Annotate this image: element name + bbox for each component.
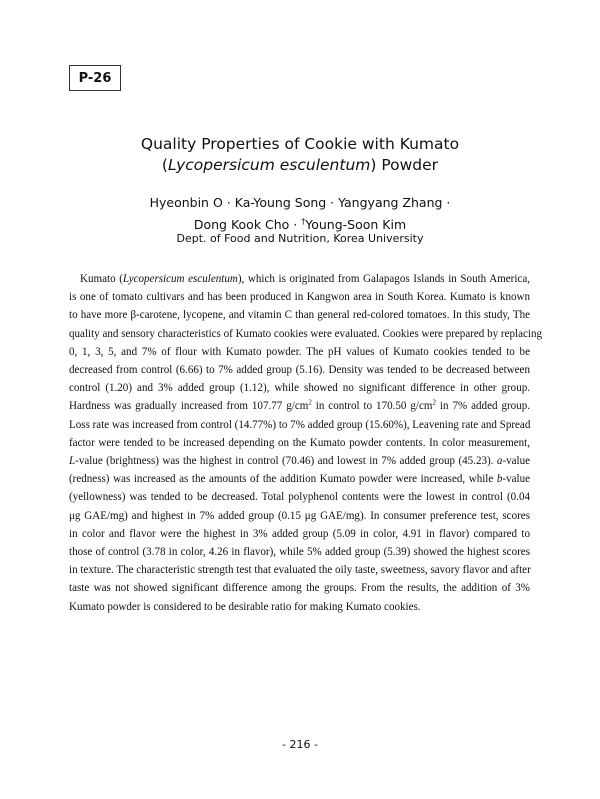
page-number: - 216 -: [282, 738, 318, 751]
authors-line2: Dong Kook Cho · †Young-Soon Kim: [193, 217, 407, 233]
abstract-line: to have more β-carotene, lycopene, and vitamin C than general red-colored tomatoes. In this study, The: [69, 309, 530, 322]
abstract-line: decreased from control (6.66) to 7% added group (5.16). Density was tended to be decreased between: [69, 364, 530, 377]
species-name: Lycopersicum esculentum: [167, 156, 371, 174]
abstract-body: [69, 270, 542, 616]
corresponding-author-mark: †: [301, 217, 306, 226]
abstract-line: (redness) was increased as the amounts of the addition Kumato powder were increased, while b-value: [69, 473, 530, 486]
poster-id-badge: P-26: [69, 65, 121, 91]
abstract-line: in color and flavor were the highest in 3% added group (5.09 in color, 4.91 in flavor) compared to: [69, 527, 530, 540]
abstract-line: in texture. The characteristic strength test that evaluated the oily taste, sweetness, savory flavor and after: [69, 564, 531, 577]
abstract-line: (yellowness) was tended to be decreased. Total polyphenol contents were the lowest in control (0.04: [69, 491, 530, 504]
paper-title-line1: Quality Properties of Cookie with Kumato: [140, 135, 460, 153]
abstract-line: those of control (3.78 in color, 4.26 in flavor), while 5% added group (5.39) showed the highest scores: [69, 546, 530, 559]
paper-title-line2: (Lycopersicum esculentum) Powder: [161, 156, 439, 174]
abstract-line: Hardness was gradually increased from 107.77 $g/cm^2$ in control to 170.50 $g/cm^2$ in 7% added group.: [69, 398, 530, 413]
abstract-line: quality and sensory characteristics of Kumato cookies were evaluated. Cookies were prepared by replacing: [69, 327, 542, 340]
abstract-line: is one of tomato cultivars and has been produced in Kangwon area in South Korea. Kumato is known: [69, 291, 530, 304]
abstract-line: 0, 1, 3, 5, and 7% of flour with Kumato powder. The pH values of Kumato cookies tended to be: [69, 345, 530, 358]
abstract-line: control (1.20) and 3% added group (1.12), while showed no significant difference in other group.: [69, 382, 530, 395]
abstract-line: L-value (brightness) was the highest in control (70.46) and lowest in 7% added group (45.23). a-value: [69, 455, 530, 468]
affiliation: Dept. of Food and Nutrition, Korea University: [176, 232, 424, 245]
abstract-line: taste was not showed significant difference among the groups. From the results, the addition of 3%: [69, 582, 530, 595]
abstract-line: Kumato powder is considered to be desirable ratio for making Kumato cookies.: [69, 600, 421, 613]
abstract-line: Kumato (Lycopersicum esculentum), which is originated from Galapagos Islands in South America,: [80, 273, 530, 285]
authors-line1: Hyeonbin O · Ka-Young Song · Yangyang Zhang ·: [149, 195, 451, 210]
abstract-line: Loss rate was increased from control (14.77%) to 7% added group (15.60%), Leavening rate and Spread: [69, 418, 531, 431]
abstract-line: factor were tended to be increased depending on the Kumato powder contents. In color measurement,: [69, 436, 530, 449]
abstract-line: μg GAE/mg) and highest in 7% added group (0.15 μg GAE/mg). In consumer preference test, scores: [69, 509, 530, 522]
